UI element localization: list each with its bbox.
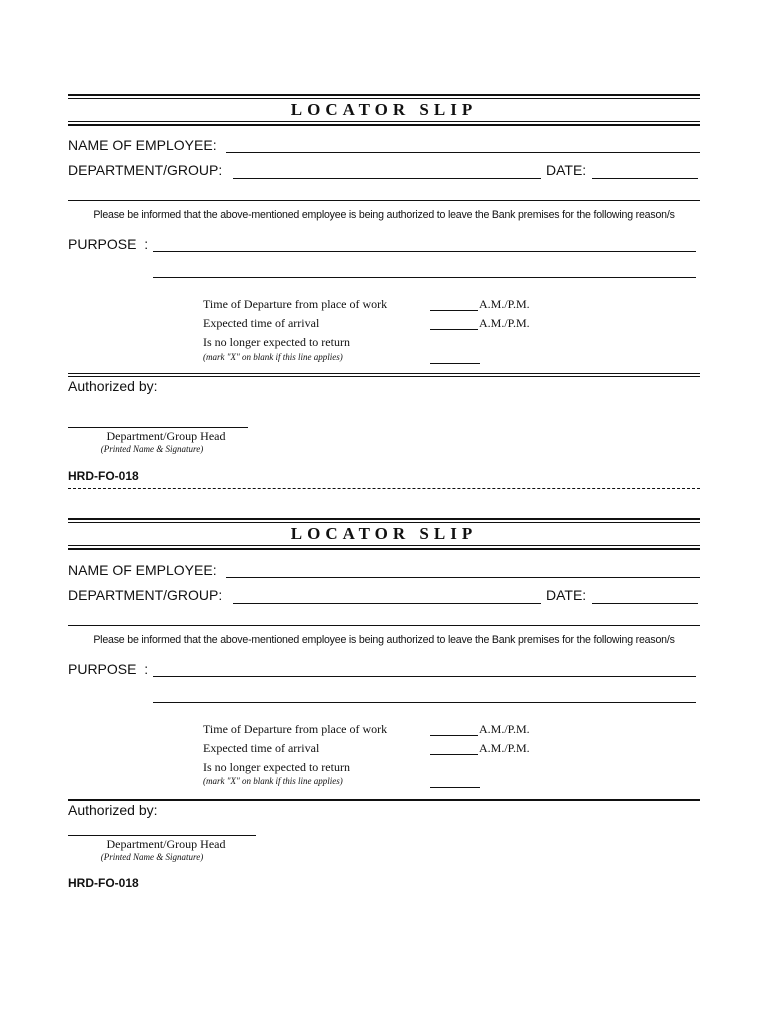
purpose-field-line-2[interactable] — [153, 686, 696, 703]
departure-ampm: A.M./P.M. — [479, 297, 530, 311]
title-underline-a — [68, 545, 700, 546]
arrival-label: Expected time of arrival — [203, 316, 320, 330]
no-return-mark-field[interactable] — [430, 775, 480, 788]
employee-name-field[interactable] — [226, 561, 700, 578]
department-field[interactable] — [233, 587, 541, 604]
authorized-double-rule-b — [68, 376, 700, 377]
no-return-label: Is no longer expected to return — [203, 760, 350, 774]
date-label: DATE: — [546, 587, 587, 603]
authorization-notice: Please be informed that the above-mentioned employee is being authorized to leave the Bank premises for the following reason/s — [93, 209, 675, 221]
no-return-mark-field[interactable] — [430, 351, 480, 364]
departure-label: Time of Departure from place of work — [203, 722, 388, 736]
purpose-field-line-1[interactable] — [153, 235, 696, 252]
departure-ampm: A.M./P.M. — [479, 722, 530, 736]
signer-title: Department/Group Head — [106, 429, 226, 443]
top-double-rule-b — [68, 522, 700, 523]
signer-title: Department/Group Head — [106, 837, 226, 851]
departure-label: Time of Departure from place of work — [203, 297, 388, 311]
department-field[interactable] — [233, 162, 541, 179]
signature-line[interactable] — [68, 411, 248, 428]
authorized-double-rule-a — [68, 373, 700, 374]
departure-time-field[interactable] — [430, 723, 478, 736]
date-field[interactable] — [592, 587, 698, 604]
departure-time-field[interactable] — [430, 298, 478, 311]
form-code: HRD-FO-018 — [68, 876, 139, 890]
no-return-label: Is no longer expected to return — [203, 335, 350, 349]
form-code: HRD-FO-018 — [68, 469, 139, 483]
date-field[interactable] — [592, 162, 698, 179]
purpose-label: PURPOSE : — [68, 236, 149, 252]
authorized-rule — [68, 799, 700, 801]
section-rule — [68, 200, 700, 201]
arrival-time-field[interactable] — [430, 742, 478, 755]
slip-title: LOCATOR SLIP — [290, 100, 478, 119]
arrival-ampm: A.M./P.M. — [479, 741, 530, 755]
top-double-rule-a — [68, 518, 700, 520]
purpose-field-line-1[interactable] — [153, 660, 696, 677]
top-double-rule-b — [68, 98, 700, 99]
title-underline-a — [68, 121, 700, 122]
arrival-label: Expected time of arrival — [203, 741, 320, 755]
purpose-field-line-2[interactable] — [153, 261, 696, 278]
cut-line — [68, 488, 700, 489]
department-label: DEPARTMENT/GROUP: — [68, 587, 223, 603]
employee-name-field[interactable] — [226, 136, 700, 153]
top-double-rule-a — [68, 94, 700, 96]
authorization-notice: Please be informed that the above-mentioned employee is being authorized to leave the Bank premises for the following reason/s — [93, 634, 675, 646]
employee-name-label: NAME OF EMPLOYEE: — [68, 562, 217, 578]
authorized-by-label: Authorized by: — [68, 802, 158, 818]
authorized-by-label: Authorized by: — [68, 378, 158, 394]
title-underline-b — [68, 548, 700, 550]
purpose-label: PURPOSE : — [68, 661, 149, 677]
arrival-time-field[interactable] — [430, 317, 478, 330]
no-return-note: (mark "X" on blank if this line applies) — [203, 352, 343, 362]
section-rule — [68, 625, 700, 626]
signer-note: (Printed Name & Signature) — [100, 852, 204, 862]
title-underline-b — [68, 124, 700, 126]
no-return-note: (mark "X" on blank if this line applies) — [203, 776, 343, 786]
date-label: DATE: — [546, 162, 587, 178]
slip-title: LOCATOR SLIP — [290, 524, 478, 543]
signature-line[interactable] — [68, 819, 256, 836]
arrival-ampm: A.M./P.M. — [479, 316, 530, 330]
department-label: DEPARTMENT/GROUP: — [68, 162, 223, 178]
employee-name-label: NAME OF EMPLOYEE: — [68, 137, 217, 153]
signer-note: (Printed Name & Signature) — [100, 444, 204, 454]
